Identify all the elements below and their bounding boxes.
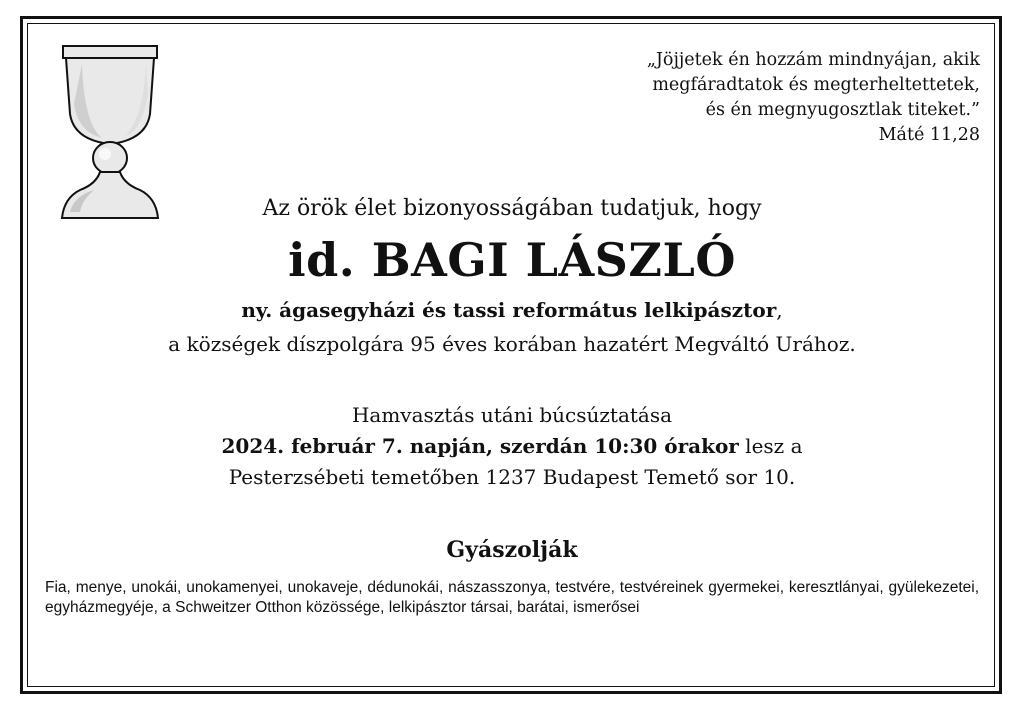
deceased-name: id. BAGI LÁSZLÓ	[288, 233, 736, 287]
ceremony-line-1: Hamvasztás utáni búcsúztatása	[351, 403, 673, 427]
quote-line-2: megfáradtatok és megterheltettetek,	[652, 75, 980, 95]
honorary-citizen-line: a községek díszpolgára 95 éves korában hazatért Megváltó Urához.	[168, 332, 856, 356]
ceremony-location: Pesterzsébeti temetőben 1237 Budapest Temető sor 10.	[228, 465, 796, 489]
ceremony-date-line	[40, 431, 984, 462]
quote-line-1: „Jöjjetek én hozzám mindnyájan, akik	[646, 50, 980, 70]
mourners-list: Fia, menye, unokái, unokamenyei, unokaveje, dédunokái, nászasszonya, testvére, testvéreinek gyermekei, keresztlányai, gyülekezetei, egyházmegyéje, a Schweitzer Otthon közössége, lelkipásztor társai, barátai, ismerősei	[45, 579, 979, 616]
bible-quote	[560, 48, 980, 148]
ceremony-date: 2024. február 7. napján, szerdán 10:30 órakor	[221, 434, 739, 458]
mourners-heading: Gyászolják	[446, 537, 578, 563]
quote-reference: Máté 11,28	[878, 125, 980, 145]
title-bold: ny. ágasegyházi és tassi református lelkipásztor	[241, 298, 777, 322]
intro-text: Az örök élet bizonyosságában tudatjuk, hogy	[262, 196, 762, 221]
deceased-title	[40, 298, 984, 322]
title-suffix: ,	[776, 298, 783, 322]
ceremony-info	[40, 400, 984, 493]
quote-line-3: és én megnyugosztlak titeket.”	[705, 100, 980, 120]
ceremony-date-suffix: lesz a	[738, 434, 803, 458]
